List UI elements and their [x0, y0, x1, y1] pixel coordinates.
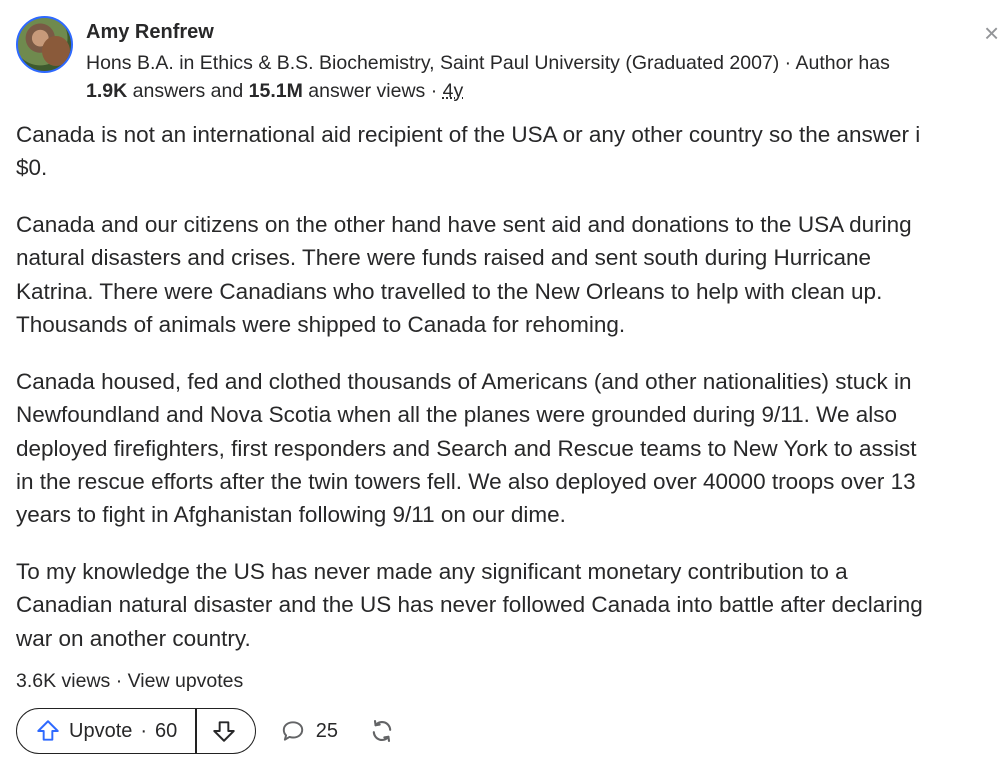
answer-paragraph — [16, 555, 1000, 655]
answer-line: Canada is not an international aid recipient of the USA or any other country so the answer i — [16, 122, 921, 147]
answers-count: 1.9K — [86, 80, 128, 102]
answer-views — [16, 670, 243, 693]
upvote-separator: · — [140, 719, 148, 742]
answer-line: Katrina. There were Canadians who travelled to the New Orleans to help with clean up. — [16, 278, 883, 304]
action-bar — [16, 707, 396, 755]
answer-paragraph — [16, 365, 1000, 531]
downvote-button[interactable] — [197, 709, 255, 753]
comment-bubble-icon — [280, 718, 306, 744]
upvote-label: Upvote — [69, 719, 133, 742]
vote-pill — [16, 708, 256, 754]
answer-line: in the rescue efforts after the twin towers fell. We also deployed over 40000 troops over 13 — [16, 468, 916, 494]
answer-line: $0. — [16, 155, 48, 181]
answer-line: To my knowledge the US has never made any significant monetary contribution to a — [16, 559, 848, 584]
view-upvotes-link[interactable]: View upvotes — [127, 670, 244, 692]
views-count: 15.1M — [248, 80, 303, 102]
answer-line: deployed firefighters, first responders and Search and Rescue teams to New York to assist — [16, 435, 917, 461]
answer-paragraph — [16, 118, 1000, 185]
views-text: 3.6K views — [16, 670, 111, 692]
share-refresh-icon — [368, 717, 396, 745]
comment-button[interactable] — [280, 718, 338, 744]
answer-age-link[interactable]: 4y — [442, 80, 464, 102]
author-name[interactable]: Amy Renfrew — [86, 21, 214, 43]
author-credential: Hons B.A. in Ethics & B.S. Biochemistry, Saint Paul University (Graduated 2007) · Author has — [86, 52, 890, 74]
answers-label: answers and — [132, 80, 244, 102]
comment-count: 25 — [315, 719, 339, 742]
answer-line: Canada housed, fed and clothed thousands of Americans (and other nationalities) stuck in — [16, 369, 912, 394]
author-stats — [86, 80, 463, 102]
answer-line: Canadian natural disaster and the US has never followed Canada into battle after declaring — [16, 592, 923, 618]
answer-line: Canada and our citizens on the other hand have sent aid and donations to the USA during — [16, 212, 912, 237]
views-separator: · — [115, 670, 123, 692]
upvote-button[interactable] — [17, 709, 195, 753]
answer-line: Thousands of animals were shipped to Canada for rehoming. — [16, 311, 626, 337]
answer-line: years to fight in Afghanistan following 9/11 on our dime. — [16, 502, 566, 528]
avatar[interactable] — [16, 16, 73, 73]
answer-paragraph — [16, 208, 1000, 341]
share-button[interactable] — [368, 717, 396, 745]
downvote-arrow-icon — [211, 718, 237, 744]
views-label: answer views · — [308, 80, 438, 102]
close-icon[interactable]: × — [984, 18, 1000, 48]
upvote-arrow-icon — [35, 718, 61, 744]
upvote-count: 60 — [155, 719, 178, 742]
answer-line: war on another country. — [16, 625, 251, 651]
answer-line: Newfoundland and Nova Scotia when all the planes were grounded during 9/11. We also — [16, 402, 897, 428]
answer-line: natural disasters and crises. There were funds raised and sent south during Hurricane — [16, 245, 872, 271]
